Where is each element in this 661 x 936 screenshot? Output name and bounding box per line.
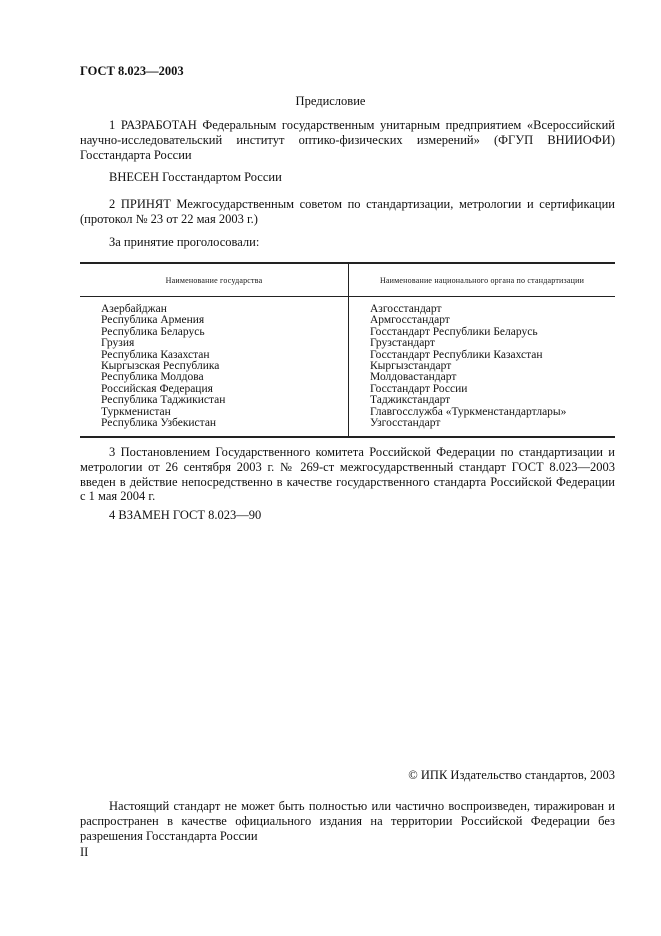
votes-label: За принятие проголосовали: [109,235,260,249]
copyright: © ИПК Издательство стандартов, 2003 [408,768,615,782]
col-header-body: Наименование национального органа по стандартизации [349,263,616,297]
state-name: Республика Беларусь [101,325,205,338]
paragraph-introduced: ВНЕСЕН Госстандартом России [109,170,282,184]
state-name: Республика Таджикистан [101,394,226,407]
state-name: Республика Армения [101,314,205,327]
state-name: Российская Федерация [101,382,213,395]
standards-body-name: Госстандарт Республики Казахстан [370,348,543,361]
state-name: Республика Узбекистан [101,417,217,430]
state-name: Грузия [101,337,135,350]
state-name: Республика Молдова [101,371,204,384]
standards-body-name: Главгосслужба «Туркменстандартлары» [370,405,567,418]
standards-body-name: Узгосстандарт [370,417,441,430]
state-name: Азербайджан [101,303,167,315]
table-header-row [80,263,615,297]
standards-body-name: Таджикстандарт [370,394,451,407]
standards-body-name: Грузстандарт [370,337,435,350]
state-name: Республика Казахстан [101,348,210,361]
standards-body-name: Армгосстандарт [370,314,450,327]
paragraph-enacted: 3 Постановлением Государственного комитета Российской Федерации по стандартизации и метрологии от 26 сентября 2003 г. № 269-ст межгосударственный стандарт ГОСТ 8.023—2003 введен в действие непосредственно в качестве государственного стандарта Российской Федерации с 1 мая 2004 г. [80,445,615,504]
bodies-column [349,297,616,438]
standards-body-name: Кыргызстандарт [370,360,452,373]
standards-body-name: Азгосстандарт [370,303,442,315]
table-body-row [80,297,615,438]
standards-body-name: Молдовастандарт [370,371,457,384]
page-title: Предисловие [295,94,366,108]
paragraph-replaces: 4 ВЗАМЕН ГОСТ 8.023—90 [109,508,262,522]
states-column [80,297,349,438]
state-name: Туркменистан [101,405,171,418]
document-code: ГОСТ 8.023—2003 [80,64,184,78]
paragraph-adopted: 2 ПРИНЯТ Межгосударственным советом по стандартизации, метрологии и сертификации (протокол № 23 от 22 мая 2003 г.) [80,197,615,226]
paragraph-developed: 1 РАЗРАБОТАН Федеральным государственным унитарным предприятием «Всероссийский научно-исследовательский институт оптико-физических измерений» (ФГУП ВНИИОФИ) Госстандарта России [80,118,615,162]
voting-table [80,262,615,438]
standards-body-name: Госстандарт Республики Беларусь [370,325,538,338]
state-name: Кыргызская Республика [101,360,220,373]
copyright-notice: Настоящий стандарт не может быть полностью или частично воспроизведен, тиражирован и распространен в качестве официального издания на территории Российской Федерации без разрешения Госстандарта России [80,799,615,843]
standards-body-name: Госстандарт России [370,382,468,395]
col-header-state: Наименование государства [80,263,349,297]
page-number: II [80,845,89,859]
